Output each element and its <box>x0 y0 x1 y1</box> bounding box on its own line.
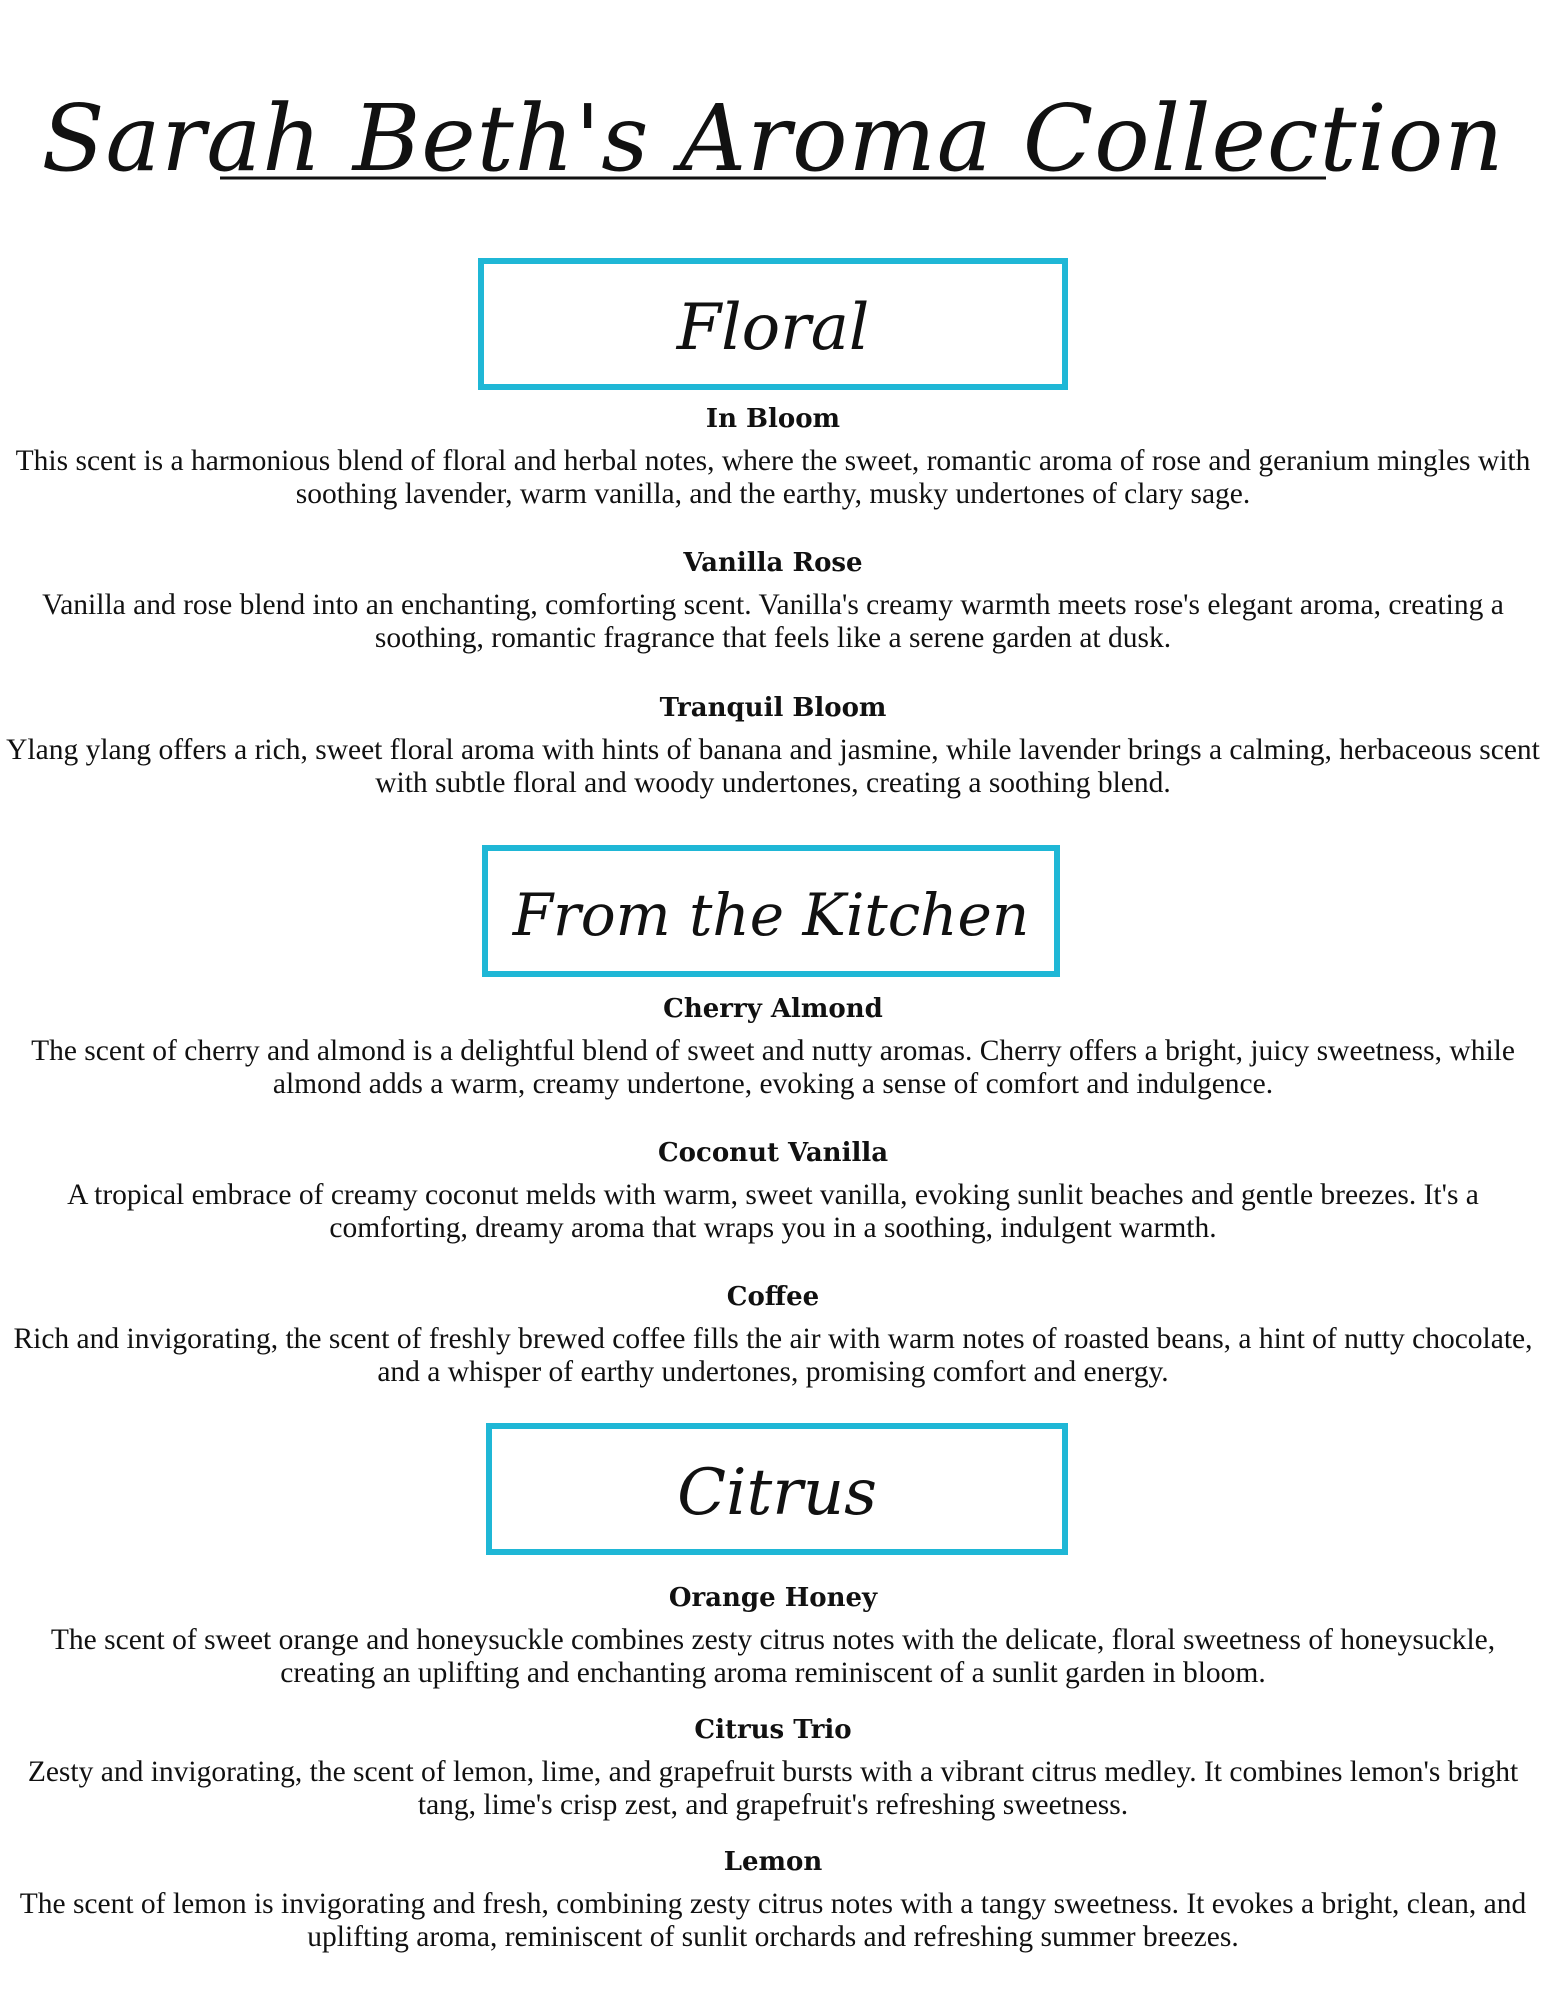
scent-description: Ylang ylang offers a rich, sweet floral aroma with hints of banana and jasmine, while lavender brings a calming, herbaceous scent with subtle floral and woody undertones, creating a soothing blend. <box>6 734 1540 799</box>
scent-item <box>0 993 1546 1101</box>
scent-name: Tranquil Bloom <box>659 693 887 723</box>
scent-name: Lemon <box>723 1847 823 1877</box>
scent-name: In Bloom <box>705 404 841 434</box>
scent-description: Zesty and invigorating, the scent of lemon, lime, and grapefruit bursts with a vibrant citrus medley. It combines lemon's bright tang, lime's crisp zest, and grapefruit's refreshing sweetness. <box>27 1756 1519 1821</box>
scent-item <box>0 403 1546 511</box>
scent-name: Citrus Trio <box>694 1715 852 1745</box>
scent-description: Vanilla and rose blend into an enchanting, comforting scent. Vanilla's creamy warmth meets rose's elegant aroma, creating a soothing, romantic fragrance that feels like a serene garden at dusk. <box>42 589 1504 654</box>
scent-name: Coconut Vanilla <box>657 1138 889 1168</box>
scent-name: Vanilla Rose <box>683 548 863 578</box>
scent-item <box>0 1137 1546 1245</box>
section-heading-kitchen: From the Kitchen <box>512 881 1030 949</box>
scent-description: The scent of lemon is invigorating and fresh, combining zesty citrus notes with a tangy sweetness. It evokes a bright, clean, and uplifting aroma, reminiscent of sunlit orchards and refreshing summer breezes. <box>19 1888 1527 1953</box>
scent-item <box>0 1714 1546 1822</box>
section-heading-floral: Floral <box>676 291 870 365</box>
scent-description: Rich and invigorating, the scent of freshly brewed coffee fills the air with warm notes of roasted beans, a hint of nutty chocolate, and a whisper of earthy undertones, promising comfort and energy. <box>13 1323 1533 1388</box>
title-script-svg <box>41 30 1505 240</box>
scent-name: Orange Honey <box>668 1583 878 1613</box>
section-heading-box-kitchen <box>482 845 1060 977</box>
scent-name: Coffee <box>726 1282 820 1312</box>
title-text: Sarah Beth's Aroma Collection <box>41 85 1505 192</box>
page-title <box>41 30 1505 240</box>
scent-name: Cherry Almond <box>663 994 883 1024</box>
scent-description: A tropical embrace of creamy coconut melds with warm, sweet vanilla, evoking sunlit beaches and gentle breezes. It's a comforting, dreamy aroma that wraps you in a soothing, indulgent warmth. <box>67 1179 1479 1244</box>
scent-description: The scent of cherry and almond is a delightful blend of sweet and nutty aromas. Cherry offers a bright, juicy sweetness, while almond adds a warm, creamy undertone, evoking a sense of comfort and indulgence. <box>31 1035 1515 1100</box>
section-heading-box-citrus <box>486 1423 1068 1555</box>
scent-item <box>0 1281 1546 1389</box>
section-heading-box-floral <box>478 258 1068 390</box>
scent-item <box>0 547 1546 655</box>
scent-item <box>0 1582 1546 1690</box>
scent-description: The scent of sweet orange and honeysuckle combines zesty citrus notes with the delicate, floral sweetness of honeysuckle, creating an uplifting and enchanting aroma reminiscent of a sunlit garden in bloom. <box>50 1624 1496 1689</box>
scent-description: This scent is a harmonious blend of floral and herbal notes, where the sweet, romantic aroma of rose and geranium mingles with soothing lavender, warm vanilla, and the earthy, musky undertones of clary sage. <box>15 445 1531 510</box>
scent-item <box>0 692 1546 800</box>
scent-item <box>0 1846 1546 1954</box>
section-heading-citrus: Citrus <box>677 1456 877 1530</box>
